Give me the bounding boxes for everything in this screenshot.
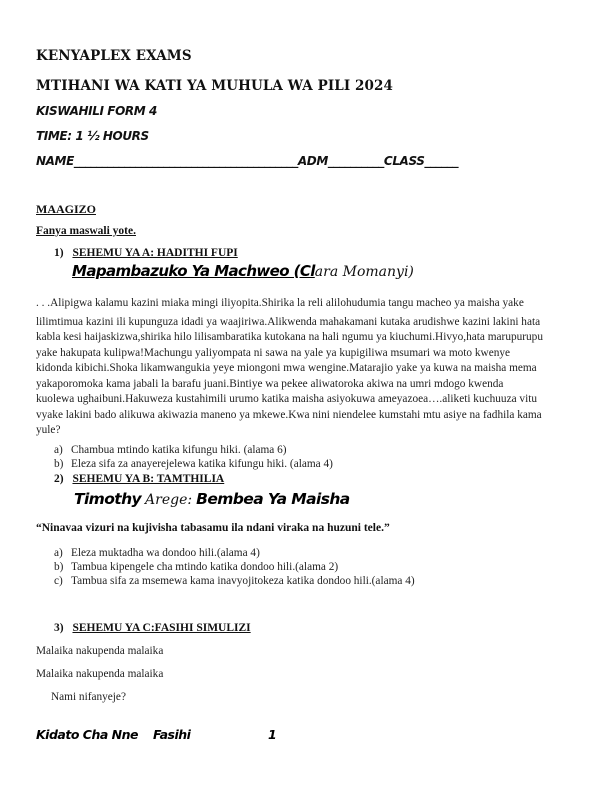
question-item bbox=[54, 457, 333, 471]
class-blank: ______ bbox=[424, 154, 459, 168]
poem-line: Malaika nakupenda malaika bbox=[36, 645, 164, 657]
section-a-number: 1) bbox=[54, 247, 64, 259]
question-item bbox=[54, 560, 415, 574]
question-text: Eleza sifa za anayerejelewa katika kifungu hiki. (alama 4) bbox=[71, 458, 333, 470]
section-b-questions bbox=[54, 546, 415, 588]
footer-page-number: 1 bbox=[268, 727, 277, 742]
section-c-number: 3) bbox=[54, 622, 64, 634]
poem-line: Malaika nakupenda malaika bbox=[36, 668, 164, 680]
question-letter: a) bbox=[54, 547, 63, 559]
passage-line: kidonda kibichi.Shoka likamwangukia yeye miongoni mwa wengine.Matarajio yake ya kuwa na maisha mema bbox=[36, 362, 537, 374]
passage-line: . . .Alipigwa kalamu kazini miaka mingi iliyopita.Shirika la reli alilohudumia tangu macheo ya maisha yake bbox=[36, 297, 524, 309]
section-c-heading: SEHEMU YA C:FASIHI SIMULIZI bbox=[72, 622, 251, 634]
section-b-author-first: Timothy bbox=[74, 490, 142, 508]
question-letter: c) bbox=[54, 575, 63, 587]
section-b-play-title: Bembea Ya Maisha bbox=[196, 490, 350, 508]
footer-subject-label: Fasihi bbox=[153, 727, 191, 742]
section-a-questions bbox=[54, 443, 333, 471]
section-a-book-title bbox=[72, 262, 414, 281]
section-a-passage bbox=[36, 296, 588, 439]
passage-line: yake hakupata kulipwa!Machungu yaliyompata ni sawa na yale ya kupigiliwa msumari wa moto kwenye bbox=[36, 346, 511, 359]
question-item bbox=[54, 574, 415, 588]
subject-label: KISWAHILI FORM 4 bbox=[36, 104, 158, 118]
passage-line: vyake lakini bado alikuwa akiwazia maneno ya mkewe.Kwa nini niendelee kumstahi mtu asiye na fadhila kama bbox=[36, 408, 542, 421]
question-text: Tambua kipengele cha mtindo katika dondoo hili.(alama 2) bbox=[71, 561, 339, 573]
instructions-text: Fanya maswali yote. bbox=[36, 225, 136, 237]
passage-line: kabla kesi haijaskizwa,shirika hilo lilisambaratika kutokana na hali ngumu ya kiuchumi.Hivyo,hata marupurupu bbox=[36, 331, 543, 343]
name-blank: ________________________________________ bbox=[73, 154, 298, 168]
question-letter: b) bbox=[54, 458, 64, 470]
passage-line: yakaporomoka kama jabali la barafu juani.Bintiye wa pekee aliwatoroka akiwa na umri mdogo kwenda bbox=[36, 377, 504, 390]
instructions-heading: MAAGIZO bbox=[36, 202, 96, 216]
passage-line: lilimtimua kazini ili kupunguza idadi ya waajiriwa.Alikwenda mahakamani kutaka arudishwe kazini lakini hata bbox=[36, 315, 541, 328]
question-item bbox=[54, 443, 333, 457]
footer-form-label: Kidato Cha Nne bbox=[36, 727, 138, 742]
section-a-title-author: ara Momanyi) bbox=[314, 264, 414, 280]
question-text: Eleza muktadha wa dondoo hili.(alama 4) bbox=[71, 547, 260, 559]
adm-label: ADM bbox=[297, 154, 328, 168]
student-details-line bbox=[36, 154, 458, 168]
poem-line: Nami nifanyeje? bbox=[51, 691, 126, 703]
section-b-heading: SEHEMU YA B: TAMTHILIA bbox=[72, 473, 225, 485]
section-b-book-title bbox=[74, 490, 350, 509]
section-c-header bbox=[54, 622, 251, 634]
section-b-quote: “Ninavaa vizuri na kujivisha tabasamu ila ndani viraka na huzuni tele.” bbox=[36, 522, 390, 534]
question-letter: a) bbox=[54, 444, 63, 456]
section-a-heading: SEHEMU YA A: HADITHI FUPI bbox=[72, 247, 238, 259]
section-a-title-bold: Mapambazuko Ya Machweo (Cl bbox=[72, 262, 315, 280]
passage-line: kuolewa ughaibuni.Hakuweza kustahimili urumo katika maisha asiyokuwa ameyazoea….aliketi kuchuuza vitu bbox=[36, 393, 537, 405]
question-text: Chambua mtindo katika kifungu hiki. (alama 6) bbox=[71, 444, 287, 456]
section-b-header bbox=[54, 473, 224, 485]
question-letter: b) bbox=[54, 561, 64, 573]
class-label: CLASS bbox=[383, 154, 425, 168]
section-b-number: 2) bbox=[54, 473, 64, 485]
passage-line: yule? bbox=[36, 424, 61, 436]
question-item bbox=[54, 546, 415, 560]
exam-title: MTIHANI WA KATI YA MUHULA WA PILI 2024 bbox=[36, 78, 394, 94]
time-label: TIME: 1 ½ HOURS bbox=[36, 129, 149, 143]
question-text: Tambua sifa za msemewa kama inavyojitokeza katika dondoo hili.(alama 4) bbox=[71, 575, 415, 587]
section-b-author-last: Arege: bbox=[145, 492, 193, 508]
exam-provider: KENYAPLEX EXAMS bbox=[36, 48, 192, 64]
name-label: NAME bbox=[36, 154, 74, 168]
section-a-header bbox=[54, 247, 238, 259]
adm-blank: __________ bbox=[327, 154, 384, 168]
